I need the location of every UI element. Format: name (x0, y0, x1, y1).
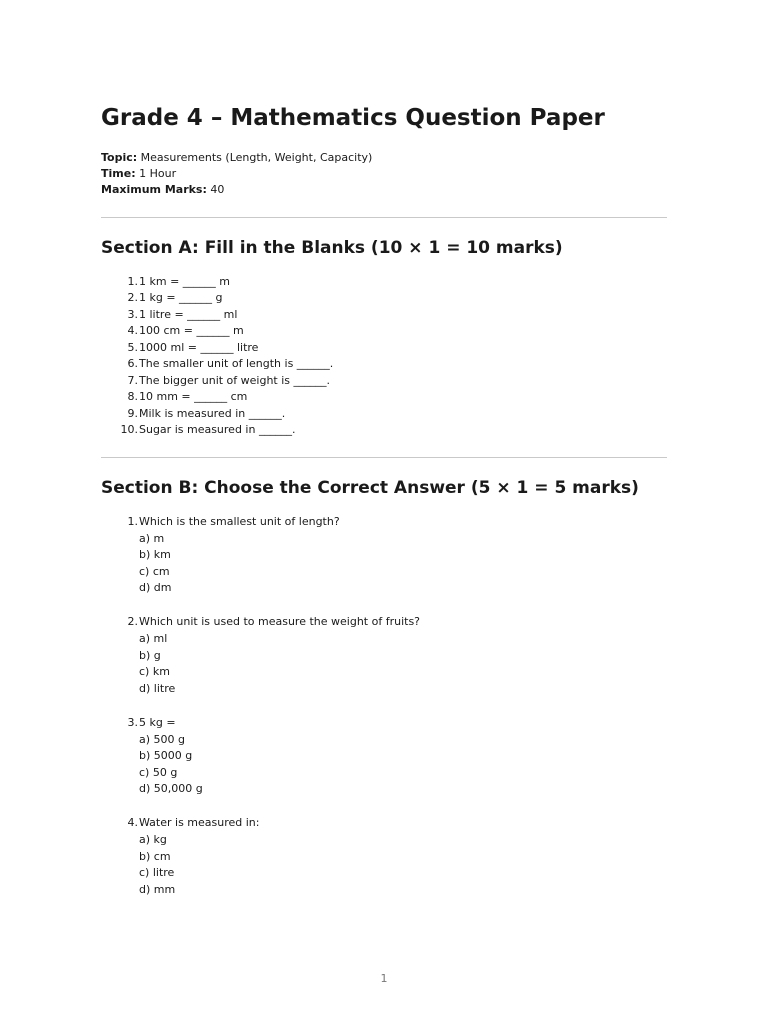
answer-option: d) litre (139, 681, 176, 695)
question-block (101, 715, 667, 798)
list-item (101, 290, 667, 306)
item-text: 10 mm = ______ cm (139, 390, 248, 404)
meta-marks-value: 40 (206, 183, 225, 196)
answer-option: b) 5000 g (139, 749, 193, 763)
section-b-list (101, 514, 667, 916)
question-number: 3. (127, 715, 138, 729)
question-text: Which is the smallest unit of length? (139, 515, 340, 528)
list-item (101, 274, 667, 290)
item-number: 6. (127, 357, 138, 371)
meta-marks-label: Maximum Marks: (101, 183, 207, 196)
answer-option: d) 50,000 g (139, 782, 203, 796)
meta-topic (101, 150, 372, 166)
question-number: 1. (127, 515, 138, 528)
item-number: 7. (127, 373, 138, 387)
answer-option: c) litre (139, 866, 175, 880)
question-block (101, 614, 667, 697)
question-text: 5 kg = (139, 715, 176, 729)
page-title: Grade 4 – Mathematics Question Paper (101, 105, 605, 131)
list-item (101, 307, 667, 323)
question-number: 4. (127, 816, 138, 830)
item-text: 1 litre = ______ ml (139, 307, 238, 321)
answer-option: a) kg (139, 833, 167, 846)
paper-meta (101, 150, 372, 198)
answer-option: a) 500 g (139, 732, 186, 746)
section-a-list (101, 274, 667, 438)
item-text: The bigger unit of weight is ______. (139, 373, 331, 387)
answer-option: d) dm (139, 581, 172, 595)
list-item (101, 406, 667, 422)
meta-time (101, 166, 372, 182)
item-text: Sugar is measured in ______. (139, 422, 296, 436)
item-number: 2. (127, 291, 138, 305)
meta-topic-label: Topic: (101, 151, 138, 164)
answer-option: a) m (139, 531, 165, 545)
question-block (101, 514, 667, 597)
item-text: 1000 ml = ______ litre (139, 340, 259, 354)
list-item (101, 389, 667, 405)
section-a-heading: Section A: Fill in the Blanks (10 × 1 = 10 marks) (101, 238, 563, 258)
page-number: 1 (380, 972, 388, 985)
section-b-heading: Section B: Choose the Correct Answer (5 × 1 = 5 marks) (101, 478, 639, 498)
item-text: 1 km = ______ m (139, 275, 231, 288)
divider (101, 217, 667, 218)
meta-marks (101, 182, 372, 198)
item-text: 100 cm = ______ m (139, 324, 244, 338)
question-text: Which unit is used to measure the weight of fruits? (139, 615, 421, 629)
list-item (101, 422, 667, 438)
question (101, 815, 667, 832)
question (101, 715, 667, 732)
question (101, 514, 667, 531)
answer-option: c) cm (139, 564, 170, 578)
answer-option: d) mm (139, 882, 176, 896)
item-text: The smaller unit of length is ______. (139, 357, 334, 371)
list-item (101, 356, 667, 372)
item-number: 3. (127, 307, 138, 321)
answer-option: b) g (139, 648, 161, 662)
answer-option: b) km (139, 548, 171, 562)
list-item (101, 340, 667, 356)
item-number: 9. (127, 406, 138, 420)
item-number: 8. (127, 390, 138, 404)
item-number: 1. (127, 275, 138, 288)
meta-time-value: 1 Hour (135, 167, 177, 180)
item-number: 5. (127, 340, 138, 354)
answer-option: c) 50 g (139, 765, 178, 779)
item-text: 1 kg = ______ g (139, 291, 223, 305)
question-number: 2. (127, 615, 138, 629)
question-text: Water is measured in: (139, 816, 260, 830)
item-number: 10. (120, 422, 138, 436)
meta-time-label: Time: (101, 167, 136, 180)
list-item (101, 323, 667, 339)
answer-option: b) cm (139, 849, 171, 863)
list-item (101, 373, 667, 389)
answer-option: a) ml (139, 632, 168, 646)
question (101, 614, 667, 631)
answer-option: c) km (139, 665, 170, 679)
meta-topic-value: Measurements (Length, Weight, Capacity) (137, 151, 373, 164)
item-text: Milk is measured in ______. (139, 406, 286, 420)
item-number: 4. (127, 324, 138, 338)
divider (101, 457, 667, 458)
question-block (101, 815, 667, 898)
